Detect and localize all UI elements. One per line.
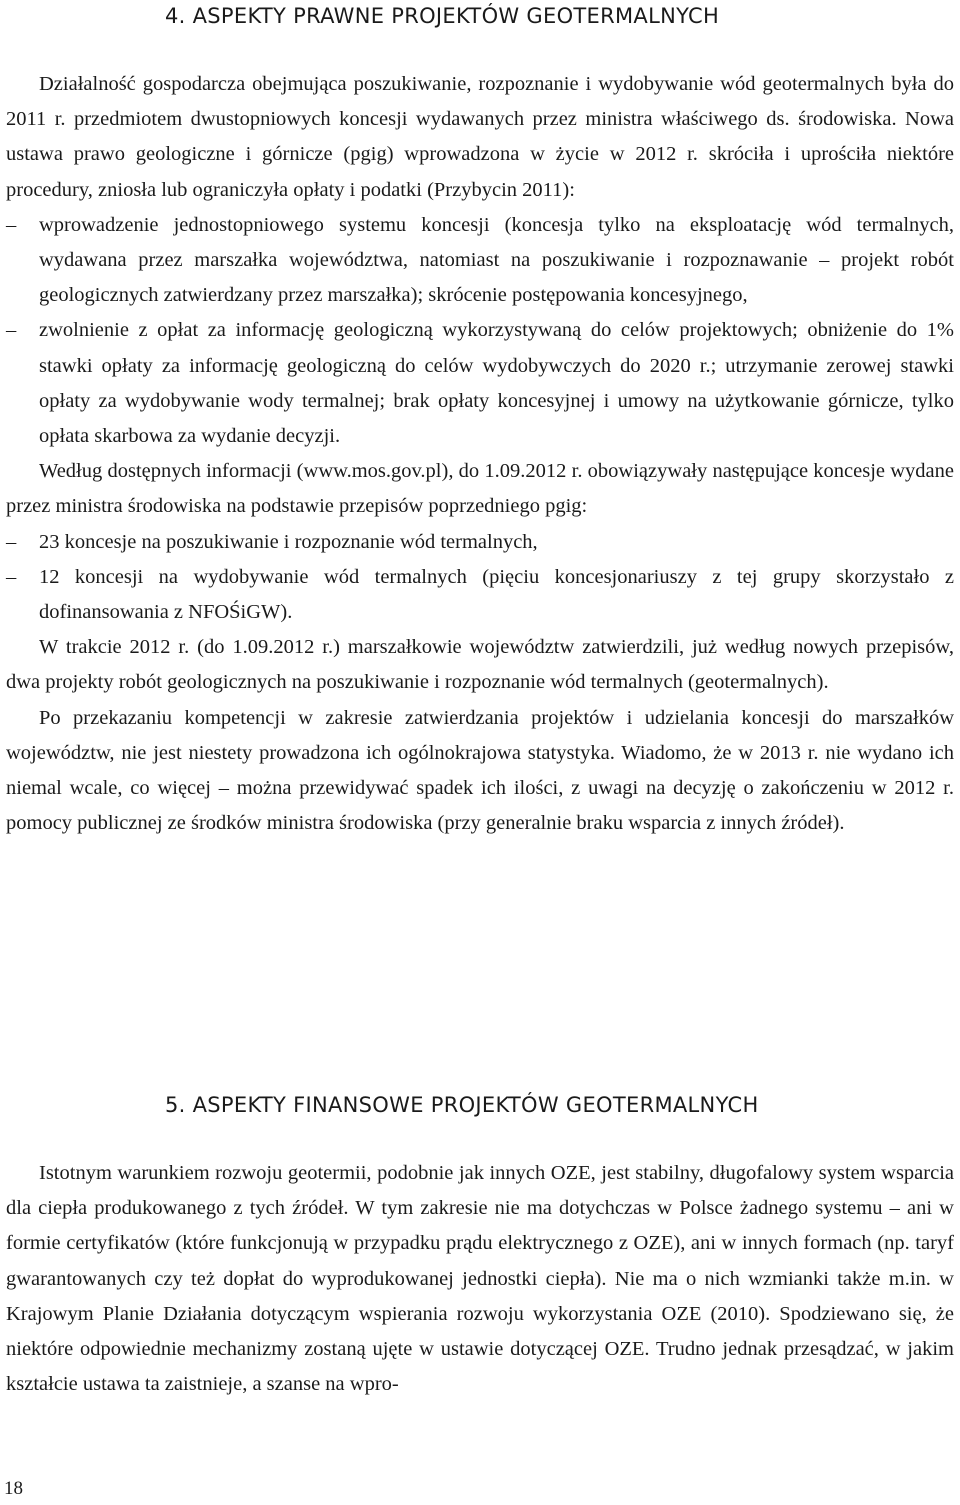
section-4-paragraph-2: Według dostępnych informacji (www.mos.gov.pl), do 1.09.2012 r. obowiązywały następujące koncesje wydane przez ministra środowiska na podstawie przepisów poprzedniego pgig:	[6, 460, 954, 518]
section-4-list-item-3: – 23 koncesje na poszukiwanie i rozpoznanie wód termalnych,	[6, 525, 954, 560]
page-number: 18	[4, 1478, 23, 1499]
section-4-paragraph-1: Działalność gospodarcza obejmująca poszukiwanie, rozpoznanie i wydobywanie wód geotermalnych była do 2011 r. przedmiotem dwustopniowych koncesji wydawanych przez ministra właściwego ds. środowiska. Nowa ustawa prawo geologiczne i górnicze (pgig) wprowadzona w życie w 2012 r. skróciła i uprościła niektóre procedury, zniosła lub ograniczyła opłaty i podatki (Przybycin 2011):	[6, 73, 954, 201]
section-4-list-item-2: – zwolnienie z opłat za informację geologiczną wykorzystywaną do celów projektowych; obniżenie do 1% stawki opłaty za informację geologiczną do celów wydobywczych do 2020 r.; utrzymanie zerowej stawki opłaty za wydobywanie wody termalnej; brak opłaty koncesyjnej i umowy na użytkowanie górnicze, tylko opłata skarbowa za wydanie decyzji.	[6, 313, 954, 454]
section-5-paragraph-1: Istotnym warunkiem rozwoju geotermii, podobnie jak innych OZE, jest stabilny, długofalowy system wsparcia dla ciepła produkowanego z tych źródeł. W tym zakresie nie ma dotychczas w Polsce żadnego systemu – ani w formie certyfikatów (które funkcjonują w przypadku prądu elektrycznego z OZE), ani w innych formach (np. taryf gwarantowanych czy też dopłat do wyprodukowanej jednostki ciepła). Nie ma o nich wzmianki także m.in. w Krajowym Planie Działania dotyczącym wspierania rozwoju wykorzystania OZE (2010). Spodziewano się, że niektóre odpowiednie mechanizmy zostaną ujęte w ustawie dotyczącej OZE. Trudno jednak przesądzać, w jakim kształcie ustawa ta zaistnieje, a szanse na wpro-	[6, 1162, 954, 1396]
section-4-list-item-4: – 12 koncesji na wydobywanie wód termalnych (pięciu koncesjonariuszy z tej grupy skorzystało z dofinansowania z NFOŚiGW).	[6, 560, 954, 630]
section-4-paragraph-4: Po przekazaniu kompetencji w zakresie zatwierdzania projektów i udzielania koncesji do marszałków województw, nie jest niestety prowadzona ich ogólnokrajowa statystyka. Wiadomo, że w 2013 r. nie wydano ich niemal wcale, co więcej – można przewidywać spadek ich ilości, z uwagi na decyzję o zakończeniu w 2012 r. pomocy publicznej ze środków ministra środowiska (przy generalnie braku wsparcia z innych źródeł).	[6, 706, 954, 835]
section-5-body	[6, 1156, 954, 1402]
section-4-body	[6, 67, 954, 841]
section-4-heading: 4. ASPEKTY PRAWNE PROJEKTÓW GEOTERMALNYCH	[165, 4, 720, 28]
section-4-paragraph-3: W trakcie 2012 r. (do 1.09.2012 r.) marszałkowie województw zatwierdzili, już według nowych przepisów, dwa projekty robót geologicznych na poszukiwanie i rozpoznanie wód termalnych (geotermalnych).	[6, 636, 954, 694]
section-4-list-item-1: – wprowadzenie jednostopniowego systemu koncesji (koncesja tylko na eksploatację wód termalnych, wydawana przez marszałka województwa, natomiast na poszukiwanie i rozpoznawanie – projekt robót geologicznych zatwierdzany przez marszałka); skrócenie postępowania koncesyjnego,	[6, 208, 954, 314]
section-5-heading: 5. ASPEKTY FINANSOWE PROJEKTÓW GEOTERMALNYCH	[165, 1093, 759, 1117]
